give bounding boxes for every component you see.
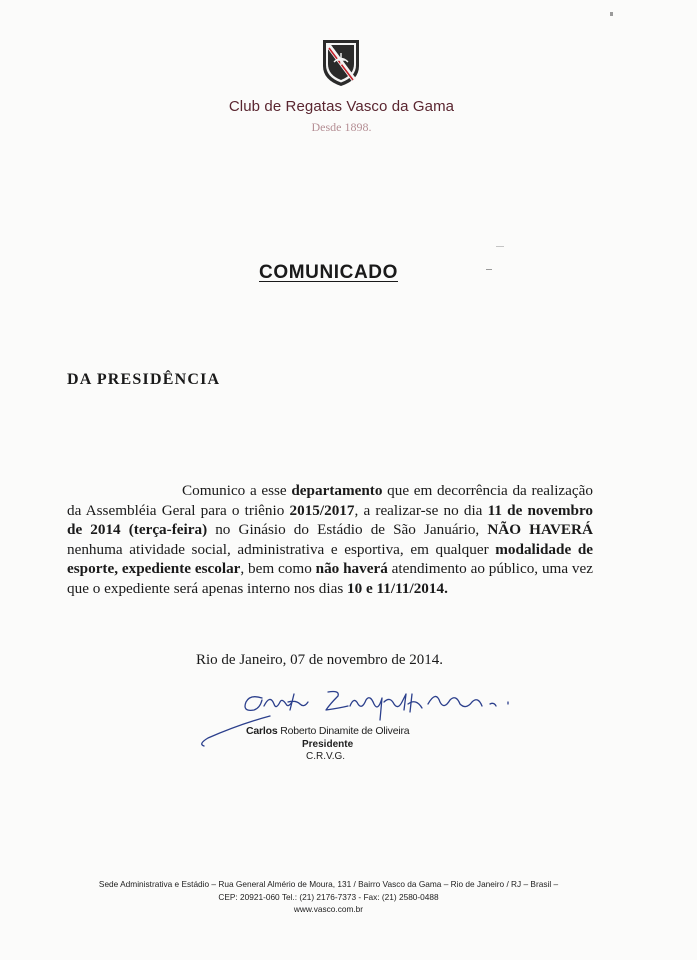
body-bold: 10 e 11/11/2014. — [347, 579, 448, 597]
scan-speck — [486, 269, 492, 270]
scan-speck — [496, 246, 504, 247]
body-bold: departamento — [291, 482, 383, 499]
signatory-first-name: Carlos — [246, 725, 278, 737]
body-bold: 2015/2017 — [289, 501, 355, 519]
footer-line-address: Sede Administrativa e Estádio – Rua General Almério de Moura, 131 / Bairro Vasco da Gama – Rio de Janeiro / RJ – Brasil – — [98, 879, 559, 889]
body-bold: modalidade de esporte, expediente escolar — [67, 540, 594, 577]
section-heading: DA PRESIDÊNCIA — [67, 371, 221, 388]
body-text: Comunico a esse — [182, 482, 292, 499]
signatory-org: C.R.V.G. — [306, 751, 346, 762]
signatory-role: Presidente — [302, 739, 354, 750]
dateline: Rio de Janeiro, 07 de novembro de 2014. — [196, 652, 444, 668]
signatory-surname: Roberto Dinamite de Oliveira — [277, 725, 410, 737]
body-bold: não haverá — [315, 560, 388, 577]
page-title: COMUNICADO — [259, 262, 398, 283]
footer-line-contact: CEP: 20921-060 Tel.: (21) 2176-7373 - Fax: (21) 2580-0488 — [218, 891, 439, 902]
club-name: Club de Regatas Vasco da Gama — [228, 98, 455, 115]
body-text: que em decorrência da realização da Assembléia Geral para o triênio — [67, 482, 593, 519]
footer-address — [0, 878, 657, 916]
body-bold: 11 de novembro de 2014 (terça-feira) — [67, 501, 594, 538]
body-bold: NÃO HAVERÁ — [487, 521, 593, 538]
club-since: Desde 1898. — [311, 120, 372, 134]
handwritten-signature — [190, 680, 530, 752]
footer-line-website: www.vasco.com.br — [293, 904, 364, 915]
body-text: atendimento ao público, uma vez que o expediente será apenas interno nos dias — [67, 560, 594, 597]
body-text: , a realizar-se no dia — [354, 501, 488, 519]
body-text: , bem como — [240, 560, 316, 577]
signatory-name — [246, 725, 409, 737]
scan-speck — [610, 12, 613, 16]
body-text: no Ginásio do Estádio de São Januário, — [207, 521, 488, 538]
announcement-paragraph — [67, 481, 593, 598]
body-text: nenhuma atividade social, administrativa e esportiva, em qualquer — [67, 540, 496, 558]
club-crest-logo — [319, 36, 363, 88]
